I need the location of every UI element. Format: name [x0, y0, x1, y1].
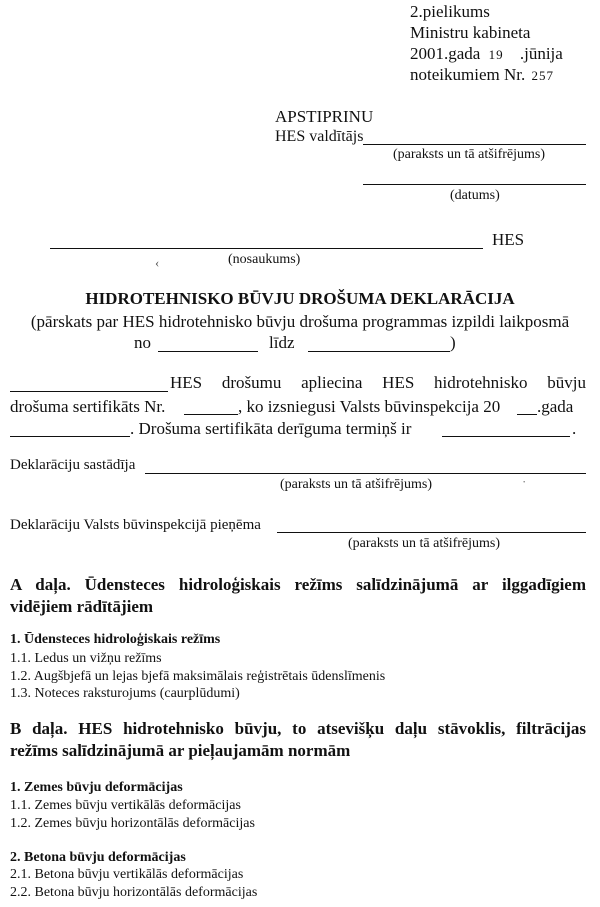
part-a-item: 1.3. Noteces raksturojums (caurplūdumi): [10, 686, 240, 701]
part-b-item: 2.2. Betona būvju horizontālās deformācijas: [10, 885, 258, 900]
period-to-label: līdz: [269, 333, 295, 352]
part-a-item: 1.2. Augšbjefā un lejas bjefā maksimālais reģistrētais ūdenslīmenis: [10, 669, 386, 684]
year-suffix: .gada: [537, 397, 574, 416]
regulation-label: noteikumiem Nr.: [410, 65, 526, 84]
accepted-label: Deklarāciju Valsts būvinspekcijā pieņēma: [10, 517, 261, 533]
hes-name-line: [50, 248, 483, 249]
date-line: [410, 44, 563, 64]
date-issue-line: [10, 436, 130, 437]
part-b-heading-2: režīms salīdzinājumā ar pieļaujamām normām: [10, 741, 351, 760]
approver-label: HES valdītājs: [275, 128, 364, 145]
part-b-item: 1.2. Zemes būvju horizontālās deformācijas: [10, 816, 255, 831]
approver-signature-caption: (paraksts un tā atšifrējums): [393, 147, 546, 162]
paragraph-line-1: HES drošumu apliecina HES hidrotehnisko būvju: [170, 373, 586, 392]
date-month: .jūnija: [519, 44, 563, 63]
name-caption: (nosaukums): [228, 252, 301, 267]
date-signature-line: [363, 184, 586, 185]
period-to-line: [308, 351, 450, 352]
certificate-number-line: [184, 414, 238, 415]
scan-dot: ·: [522, 474, 527, 489]
part-b-heading-1: B daļa. HES hidrotehnisko būvju, to atsevišķu daļu stāvoklis, filtrācijas: [10, 719, 586, 738]
part-b-section-1: 1. Zemes būvju deformācijas: [10, 780, 183, 795]
certificate-label: drošuma sertifikāts Nr.: [10, 397, 166, 416]
declaration-title: HIDROTEHNISKO BŪVJU DROŠUMA DEKLARĀCIJA: [85, 289, 515, 308]
issued-by: , ko izsniegusi Valsts būvinspekcija 20: [238, 397, 501, 416]
approver-signature-line: [363, 144, 586, 145]
accepted-signature-line: [277, 532, 586, 533]
approve-title: APSTIPRINU: [275, 107, 374, 126]
annex-number: 2.pielikums: [410, 2, 490, 21]
period-from-line: [158, 351, 258, 352]
regulation-number: 257: [531, 68, 554, 83]
validity-line: [442, 436, 570, 437]
compiled-signature-line: [145, 473, 586, 474]
accepted-caption: (paraksts un tā atšifrējums): [348, 536, 501, 551]
compiled-caption: (paraksts un tā atšifrējums): [280, 477, 433, 492]
part-b-section-2: 2. Betona būvju deformācijas: [10, 850, 186, 865]
declaration-subtitle: (pārskats par HES hidrotehnisko būvju drošuma programmas izpildi laikposmā: [30, 312, 570, 331]
year-line: [517, 414, 537, 415]
part-a-heading-2: vidējiem rādītājiem: [10, 597, 154, 616]
part-b-item: 2.1. Betona būvju vertikālās deformācijas: [10, 867, 244, 882]
validity-text: . Drošuma sertifikāta derīguma termiņš ir: [130, 419, 412, 438]
part-a-section-1: 1. Ūdensteces hidroloģiskais režīms: [10, 632, 221, 647]
issuer-line: Ministru kabineta: [410, 23, 531, 42]
hes-label: HES: [492, 230, 525, 249]
period-from-label: no: [134, 333, 151, 352]
compiled-label: Deklarāciju sastādīja: [10, 457, 136, 473]
date-day: 19: [488, 47, 504, 62]
part-b-item: 1.1. Zemes būvju vertikālās deformācijas: [10, 798, 241, 813]
scan-mark: ‹: [155, 255, 160, 270]
part-a-heading-1: A daļa. Ūdensteces hidroloģiskais režīms salīdzinājumā ar ilggadīgiem: [10, 575, 586, 594]
validity-end: .: [572, 419, 577, 438]
date-caption: (datums): [450, 188, 500, 203]
part-a-item: 1.1. Ledus un vižņu režīms: [10, 651, 162, 666]
date-year: 2001.gada: [410, 44, 481, 63]
hes-blank-line: [10, 391, 168, 392]
regulation-line: [410, 65, 554, 85]
period-close: ): [450, 333, 456, 352]
